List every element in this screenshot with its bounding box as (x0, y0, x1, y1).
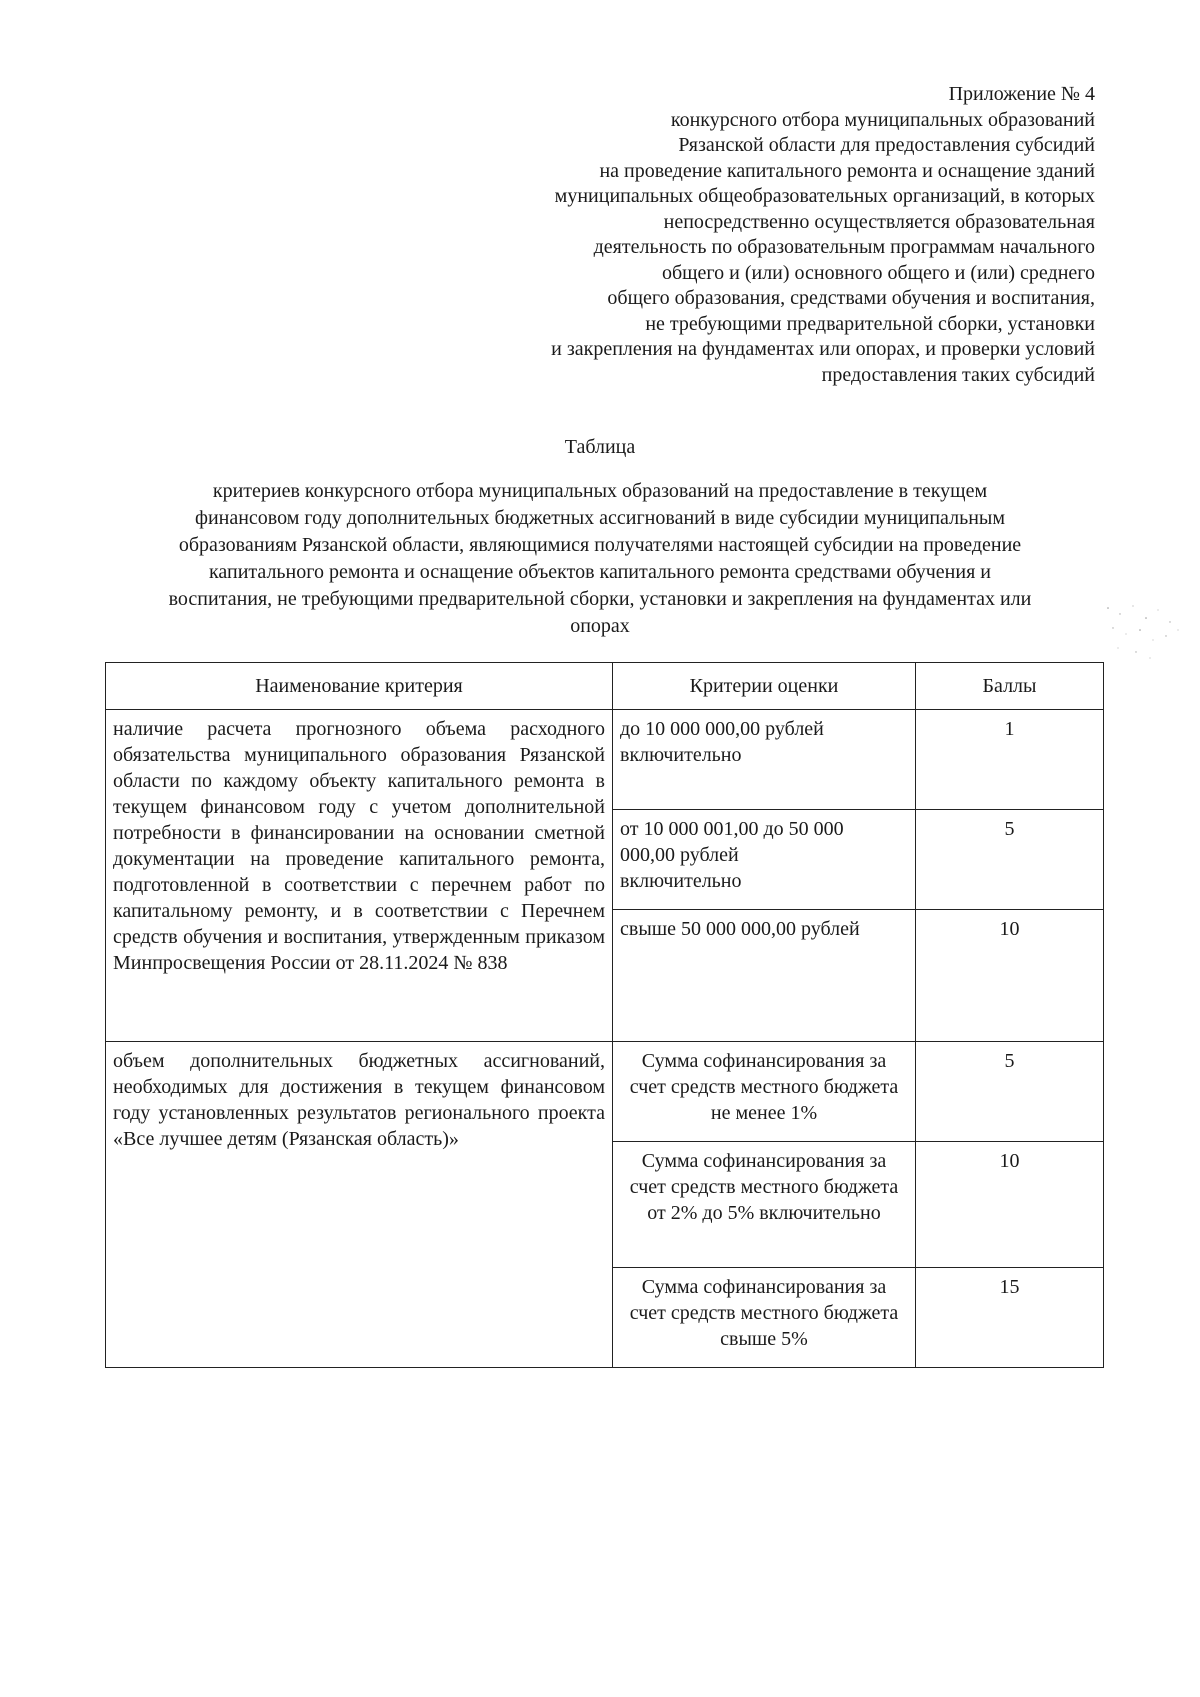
subtitle-line: критериев конкурсного отбора муниципальных образований на предоставление в текущем (212, 480, 988, 502)
appendix-line: муниципальных общеобразовательных организаций, в которых (554, 185, 1095, 207)
appendix-line: не требующими предварительной сборки, установки (645, 312, 1095, 335)
table-header-row (106, 663, 1104, 710)
evaluation-cell (613, 1268, 916, 1368)
appendix-line: на проведение капитального ремонта и оснащение зданий (599, 159, 1095, 182)
points-value: 5 (1004, 1050, 1015, 1072)
appendix-line: непосредственно осуществляется образовательная (663, 210, 1095, 233)
criterion-cell (106, 710, 613, 1042)
points-cell (916, 910, 1104, 1042)
evaluation-cell (613, 810, 916, 910)
evaluation-cell (613, 1142, 916, 1268)
evaluation-cell (613, 910, 916, 1042)
subtitle-line: финансовом году дополнительных бюджетных ассигнований в виде субсидии муниципальным (194, 507, 1006, 529)
evaluation-text: Сумма софинансирования за счет средств местного бюджета не менее 1% (629, 1050, 899, 1124)
evaluation-text: свыше 50 000 000,00 рублей (620, 918, 860, 940)
points-cell (916, 1268, 1104, 1368)
table-row (106, 710, 1104, 810)
header-evaluation-criteria: Критерии оценки (613, 663, 916, 710)
evaluation-text: Сумма софинансирования за счет средств местного бюджета от 2% до 5% включительно (629, 1150, 899, 1224)
table-row (106, 1042, 1104, 1142)
evaluation-text: Сумма софинансирования за счет средств местного бюджета свыше 5% (629, 1276, 899, 1350)
appendix-line: предоставления таких субсидий (821, 363, 1095, 386)
appendix-line: деятельность по образовательным программам начального (593, 236, 1095, 258)
appendix-line: общего образования, средствами обучения и воспитания, (607, 287, 1095, 309)
points-value: 10 (999, 918, 1020, 940)
evaluation-text: от 10 000 001,00 до 50 000 000,00 рублей включительно (620, 818, 844, 892)
subtitle-line: образованиям Рязанской области, являющимися получателями настоящей субсидии на проведение (178, 534, 1022, 556)
evaluation-text: до 10 000 000,00 рублей включительно (620, 718, 824, 766)
evaluation-cell (613, 1042, 916, 1142)
header-points: Баллы (916, 663, 1104, 710)
appendix-line: общего и (или) основного общего и (или) среднего (661, 261, 1095, 284)
appendix-line: и закрепления на фундаментах или опорах, и проверки условий (551, 338, 1095, 360)
appendix-line: конкурсного отбора муниципальных образований (670, 108, 1095, 131)
table-subtitle (100, 478, 1100, 640)
points-value: 1 (1004, 718, 1015, 740)
points-value: 15 (999, 1276, 1020, 1298)
criteria-table (105, 662, 1104, 1368)
scan-noise-marks (1098, 600, 1188, 670)
evaluation-cell (613, 710, 916, 810)
appendix-line: Приложение № 4 (948, 83, 1095, 105)
appendix-line: Рязанской области для предоставления субсидий (678, 134, 1095, 156)
points-cell (916, 1042, 1104, 1142)
subtitle-line: опорах (570, 615, 630, 637)
criterion-text: объем дополнительных бюджетных ассигнований, необходимых для достижения в текущем финансовом году установленных результатов регионального проекта «Все лучшее детям (Рязанская область)» (113, 1050, 605, 1150)
criterion-cell (106, 1042, 613, 1368)
table-title: Таблица (564, 436, 636, 458)
header-criterion-name: Наименование критерия (106, 663, 613, 710)
points-cell (916, 810, 1104, 910)
appendix-header (450, 82, 1095, 388)
points-cell (916, 710, 1104, 810)
points-cell (916, 1142, 1104, 1268)
subtitle-line: воспитания, не требующими предварительной сборки, установки и закрепления на фундаментах или (168, 588, 1032, 610)
points-value: 10 (999, 1150, 1020, 1172)
subtitle-line: капитального ремонта и оснащение объектов капитального ремонта средствами обучения и (208, 561, 991, 583)
criterion-text: наличие расчета прогнозного объема расходного обязательства муниципального образования Рязанской области по каждому объекту капитального ремонта в текущем финансовом году с учетом дополнительной потребности в финансировании на основании сметной документации на проведение капитального ремонта, подготовленной в соответствии с перечнем работ по капитальному ремонту, и в соответствии с Перечнем средств обучения и воспитания, утвержденным приказом Минпросвещения России от 28.11.2024 № 838 (113, 718, 605, 974)
points-value: 5 (1004, 818, 1015, 840)
